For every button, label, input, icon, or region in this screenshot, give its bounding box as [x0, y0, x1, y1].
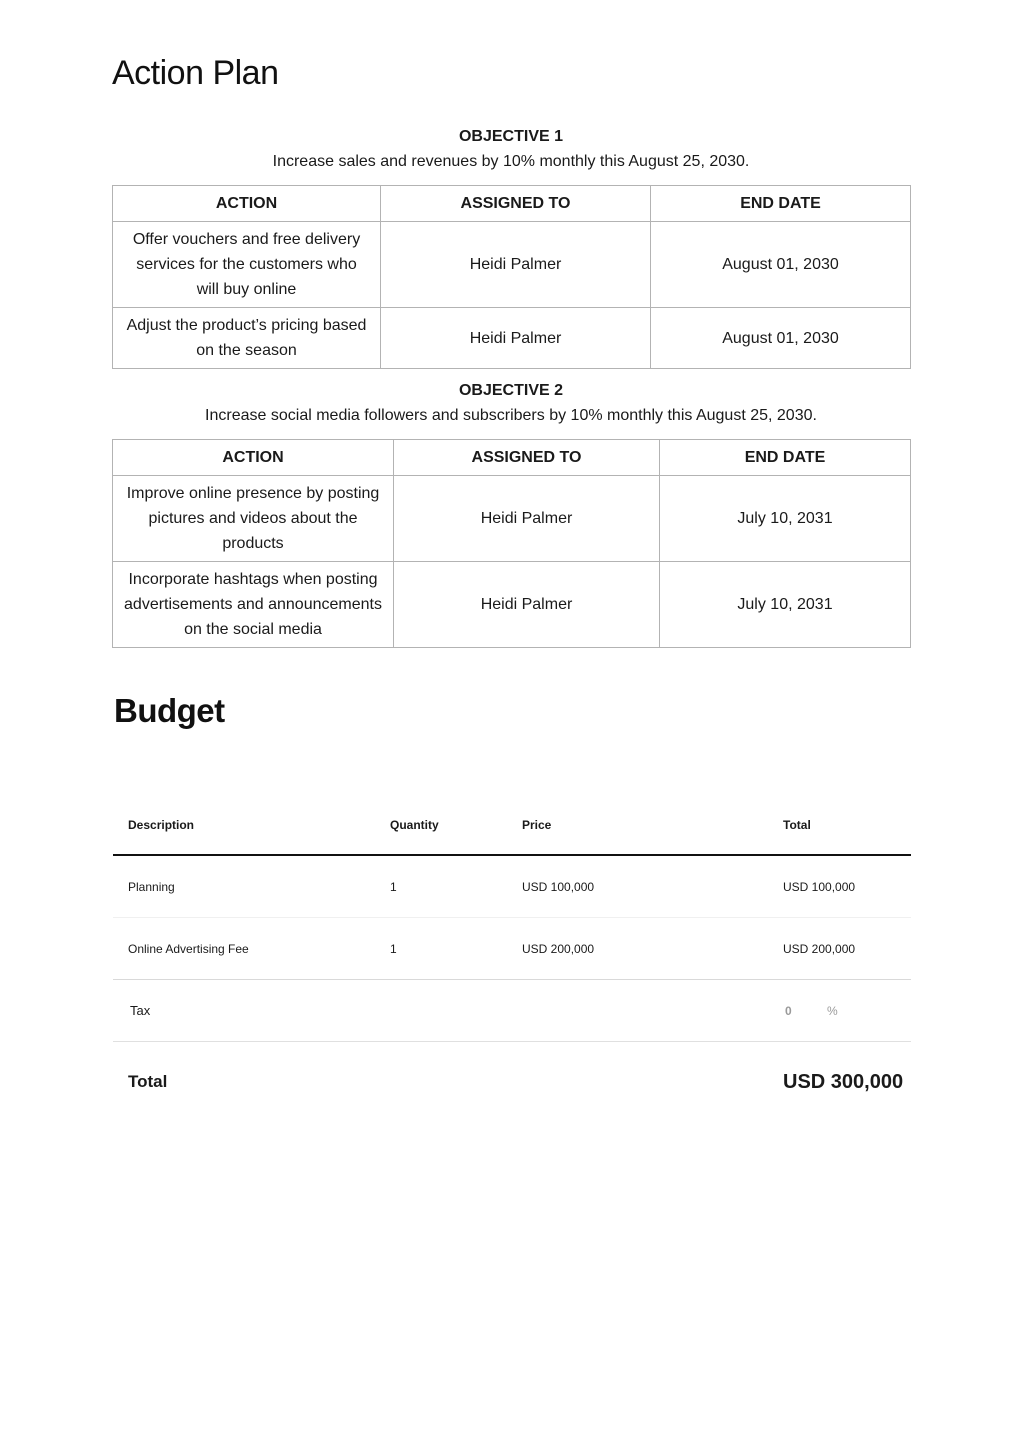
item-quantity: 1	[390, 941, 397, 956]
end-date-cell: July 10, 2031	[660, 562, 911, 648]
action-cell: Improve online presence by posting pictures and videos about the products	[113, 476, 394, 562]
grand-total-row	[113, 1042, 911, 1122]
grand-total-label: Total	[128, 1072, 168, 1091]
budget-item-row	[113, 856, 911, 918]
column-header-description: Description	[128, 818, 195, 832]
column-header-end-date: END DATE	[651, 186, 911, 222]
table-header-row	[113, 186, 911, 222]
action-cell: Incorporate hashtags when posting advertisements and announcements on the social media	[113, 562, 394, 648]
column-header-assigned-to: ASSIGNED TO	[381, 186, 651, 222]
table-row	[113, 308, 911, 369]
item-total: USD 100,000	[783, 879, 856, 894]
objective-description: Increase sales and revenues by 10% monthly this August 25, 2030.	[272, 153, 750, 170]
table-row	[113, 476, 911, 562]
table-row	[113, 222, 911, 308]
action-cell: Adjust the product’s pricing based on the season	[113, 308, 381, 369]
assigned-to-cell: Heidi Palmer	[381, 222, 651, 308]
objective-title: OBJECTIVE 2	[458, 382, 564, 399]
column-header-action: ACTION	[113, 440, 394, 476]
column-header-quantity: Quantity	[390, 818, 439, 832]
assigned-to-cell: Heidi Palmer	[394, 562, 660, 648]
action-plan-title: Action Plan	[112, 54, 279, 92]
objective-2-table	[112, 439, 911, 648]
item-price: USD 200,000	[522, 941, 595, 956]
end-date-cell: August 01, 2030	[651, 308, 911, 369]
objective-2-heading	[112, 378, 910, 428]
assigned-to-cell: Heidi Palmer	[394, 476, 660, 562]
objective-1-table	[112, 185, 911, 369]
column-header-total: Total	[783, 818, 811, 832]
column-header-price: Price	[522, 818, 552, 832]
action-cell: Offer vouchers and free delivery services for the customers who will buy online	[113, 222, 381, 308]
tax-percent-sign: %	[827, 1003, 838, 1018]
objective-1-heading	[112, 124, 910, 174]
tax-label: Tax	[130, 1003, 151, 1018]
budget-header-row	[113, 796, 911, 856]
column-header-assigned-to: ASSIGNED TO	[394, 440, 660, 476]
objective-title: OBJECTIVE 1	[458, 128, 564, 145]
grand-total-amount: USD 300,000	[783, 1070, 904, 1093]
budget-item-row	[113, 918, 911, 980]
column-header-end-date: END DATE	[660, 440, 911, 476]
item-quantity: 1	[390, 879, 397, 894]
item-total: USD 200,000	[783, 941, 856, 956]
objective-description: Increase social media followers and subscribers by 10% monthly this August 25, 2030.	[205, 407, 817, 424]
tax-rate-input[interactable]: 0	[785, 1003, 792, 1018]
tax-row	[113, 980, 911, 1042]
budget-table	[113, 796, 911, 1122]
column-header-action: ACTION	[113, 186, 381, 222]
assigned-to-cell: Heidi Palmer	[381, 308, 651, 369]
table-row	[113, 562, 911, 648]
item-price: USD 100,000	[522, 879, 595, 894]
item-description: Planning	[128, 879, 175, 894]
end-date-cell: July 10, 2031	[660, 476, 911, 562]
end-date-cell: August 01, 2030	[651, 222, 911, 308]
item-description: Online Advertising Fee	[128, 941, 249, 956]
budget-title: Budget	[114, 692, 225, 729]
table-header-row	[113, 440, 911, 476]
